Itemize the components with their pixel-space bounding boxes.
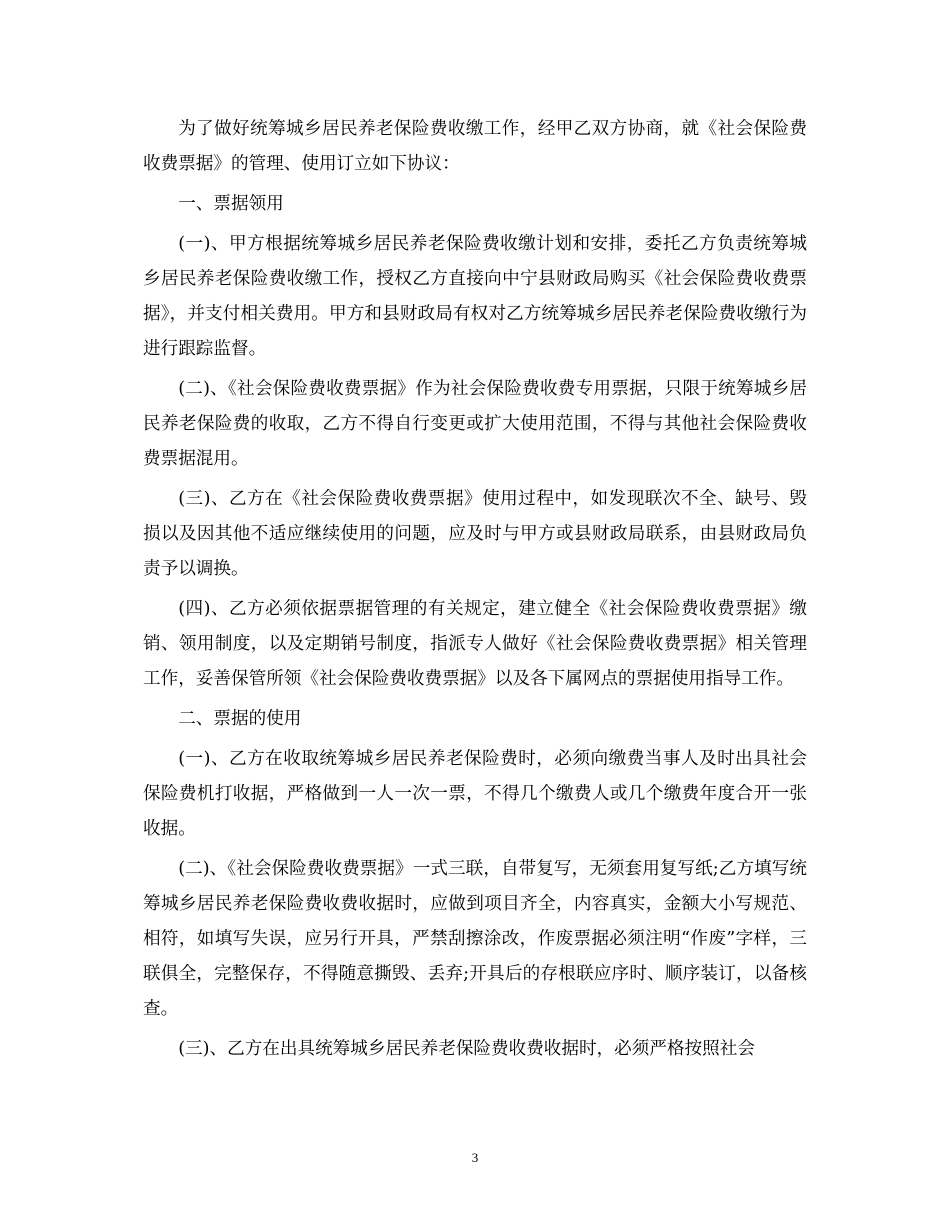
paragraph-clause-1-4: (四)、乙方必须依据票据管理的有关规定，建立健全《社会保险费收费票据》缴销、领用制度，以及定期销号制度，指派专人做好《社会保险费收费票据》相关管理工作，妥善保管所领《社会保险费收费票据》以及各下属网点的票据使用指导工作。 <box>143 599 807 689</box>
paragraph-clause-2-3: (三)、乙方在出具统筹城乡居民养老保险费收费收据时，必须严格按照社会 <box>178 1039 755 1059</box>
paragraph-clause-1-3: (三)、乙方在《社会保险费收费票据》使用过程中，如发现联次不全、缺号、毁损以及因其他不适应继续使用的问题，应及时与甲方或县财政局联系，由县财政局负责予以调换。 <box>143 489 807 579</box>
paragraph-clause-2-2: (二)、《社会保险费收费票据》一式三联，自带复写，无须套用复写纸;乙方填写统筹城乡居民养老保险费收费收据时，应做到项目齐全，内容真实，金额大小写规范、相符，如填写失误，应另行开具，严禁刮擦涂改，作废票据必须注明“作废”字样，三联俱全，完整保存，不得随意撕毁、丢弃;开具后的存根联应序时、顺序装订，以备核查。 <box>143 859 807 1019</box>
document-body <box>143 112 807 1072</box>
paragraph-clause-1-1: (一)、甲方根据统筹城乡居民养老保险费收缴计划和安排，委托乙方负责统筹城乡居民养老保险费收缴工作，授权乙方直接向中宁县财政局购买《社会保险费收费票据》，并支付相关费用。甲方和县财政局有权对乙方统筹城乡居民养老保险费收缴行为进行跟踪监督。 <box>143 234 807 359</box>
paragraph-intro: 为了做好统筹城乡居民养老保险费收缴工作，经甲乙双方协商，就《社会保险费收费票据》的管理、使用订立如下协议： <box>143 119 807 174</box>
section-heading-ticket-use: 二、票据的使用 <box>178 709 302 729</box>
paragraph-clause-1-2: (二)、《社会保险费收费票据》作为社会保险费收费专用票据，只限于统筹城乡居民养老保险费的收取，乙方不得自行变更或扩大使用范围，不得与其他社会保险费收费票据混用。 <box>143 379 807 469</box>
section-heading-ticket-collection: 一、票据领用 <box>178 194 284 214</box>
page-number: 3 <box>471 1150 479 1165</box>
paragraph-clause-2-1: (一)、乙方在收取统筹城乡居民养老保险费时，必须向缴费当事人及时出具社会保险费机打收据，严格做到一人一次一票，不得几个缴费人或几个缴费年度合开一张收据。 <box>143 749 807 839</box>
